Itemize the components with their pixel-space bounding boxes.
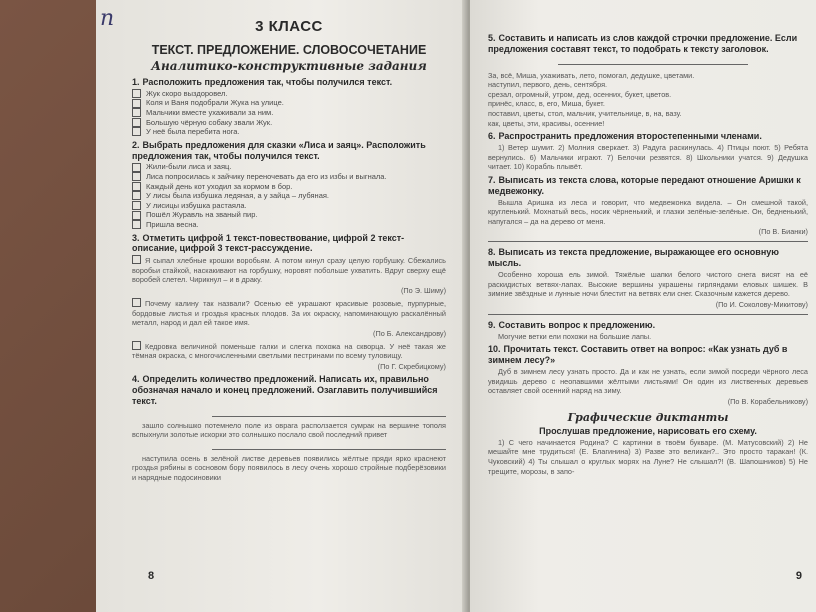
author: (По Г. Скребицкому) <box>377 362 446 372</box>
checkbox-item[interactable]: Пришла весна. <box>132 220 446 230</box>
class-title: 3 КЛАСС <box>255 18 323 35</box>
task-7: 7. Выписать из текста слова, которые передают отношение Аришки к медвежонку. <box>488 175 801 196</box>
dictation-title: Графические диктанты <box>567 410 729 424</box>
checkbox-item[interactable]: Мальчики вместе ухаживали за ним. <box>132 108 446 118</box>
checkbox-item[interactable]: Жук скоро выздоровел. <box>132 89 446 99</box>
word-line: За, всё, Миша, ухаживать, лето, помогал, дедушке, цветами. <box>488 70 695 80</box>
right-page <box>470 0 816 612</box>
word-line: как, цветы, эти, красивы, осенние! <box>488 118 605 128</box>
answer-line[interactable] <box>212 448 446 450</box>
answer-line[interactable] <box>212 415 446 417</box>
task-9-text: Могучие ветки ели похожи на большие лапы. <box>498 331 652 341</box>
page-number: 9 <box>795 570 802 582</box>
task-4-text-a: зашло солнышко потемнело поле из оврага расползается сумрак на вершине тополя вспыхнули золотые искорки это солнышко послало свой последний привет <box>132 420 446 440</box>
task-7-text: Вышла Аришка из леса и говорит, что медвежонка видела. – Он смешной такой, кругленький. Мохнатый весь, носик чёрненький, и глазки зелёные-зелёные. Он, бедненький, напугался – да на дерево от меня. <box>488 197 808 226</box>
task-2-items <box>132 162 446 229</box>
dictation-text: 1) С чего начинается Родина? С картинки в твоём букваре. (М. Матусовский) 2) Не мешайте мне трудиться! (Е. Благинина) 3) Разве это великан?.. Это просто таракан! (К. Чуковский) 4) Ты слышал о круглых морях на Луне? Не слышал?! (В. Шапошников) 5) Не трещите, морозы, в запо- <box>488 437 808 476</box>
author: (По Э. Шиму) <box>401 285 446 295</box>
page-number: 8 <box>148 570 155 582</box>
task-2: 2. Выбрать предложения для сказки «Лиса и заяц». Расположить предложения так, чтобы получился текст. <box>132 139 426 161</box>
task-8: 8. Выписать из текста предложение, выражающее его основную мысль. <box>488 247 779 269</box>
task-4-text-b: наступила осень в зелёной листве деревьев появились жёлтые пряди ярко краснеют гроздья рябины в сосновом бору появилось в лесу очень хорошо стройные подберёзовики и нарядные подосиновики <box>132 453 446 482</box>
checkbox-icon[interactable] <box>132 201 141 210</box>
word-line: срезал, огромный, утром, дед, осенних, букет, цветов. <box>488 89 672 99</box>
section-title: ТЕКСТ. ПРЕДЛОЖЕНИЕ. СЛОВОСОЧЕТАНИЕ <box>151 43 427 57</box>
answer-line[interactable] <box>488 241 808 242</box>
handwritten-mark: п <box>100 6 115 31</box>
checkbox-item[interactable]: У неё была перебита нога. <box>132 127 446 137</box>
checkbox-icon[interactable] <box>132 127 141 136</box>
title-line[interactable] <box>558 63 748 65</box>
task-9: 9. Составить вопрос к предложению. <box>488 319 656 330</box>
word-line: принёс, класс, в, его, Миша, букет. <box>488 99 605 109</box>
checkbox-item[interactable]: У лисицы избушка растаяла. <box>132 201 446 211</box>
checkbox-icon[interactable] <box>132 182 141 191</box>
task-4: 4. Определить количество предложений. Написать их, правильно обозначая начало и конец предложений. Озаглавить получившийся текст. <box>132 374 438 406</box>
left-page <box>96 0 468 612</box>
text-description: Кедровка величиной поменьше галки и слегка похожа на скворца. У неё такая же тёмная окраска, с многочисленными светлыми пестринами по всему туловищу. <box>132 341 446 361</box>
task-5: 5. Составить и написать из слов каждой строчки предложение. Если предложения составят текст, то подобрать к тексту заголовок. <box>488 33 798 54</box>
text-narrative: Я сыпал хлебные крошки воробьям. А потом кинул сразу целую горбушку. Сбежались воробьи стайкой, наскакивают на горбушку, норовят побольше ухватить. Вдруг сверху ещё воробей слетел. Чирикнул – и в драку. <box>132 256 446 285</box>
answer-line[interactable] <box>488 314 808 315</box>
text-reasoning: Почему калину так назвали? Осенью её украшают красивые розовые, пурпурные, бордовые листья и гроздья красных плодов. За их окраску, напоминающую раскалённый металл, народ и дал ей такое имя. <box>132 298 446 328</box>
dictation-task: Прослушав предложение, нарисовать его схему. <box>539 425 757 436</box>
word-line: поставил, цветы, стол, мальчик, учительнице, в, на, вазу. <box>488 109 682 119</box>
author: (По В. Бианки) <box>758 227 808 237</box>
checkbox-icon[interactable] <box>132 118 141 127</box>
word-line: наступил, первого, день, сентября. <box>488 80 608 90</box>
section-subtitle: Аналитико-конструктивные задания <box>151 59 427 73</box>
author: (По В. Корабельникову) <box>727 396 808 406</box>
checkbox-item[interactable]: Большую чёрную собаку звали Жук. <box>132 118 446 128</box>
checkbox-icon[interactable] <box>132 163 141 172</box>
checkbox-icon[interactable] <box>132 108 141 117</box>
checkbox-icon[interactable] <box>132 191 141 200</box>
task-1-items <box>132 89 446 137</box>
checkbox-icon[interactable] <box>132 211 141 220</box>
task-5-lines <box>488 71 808 129</box>
task-1: 1. Расположить предложения так, чтобы получился текст. <box>132 77 393 87</box>
checkbox-item[interactable]: Жили-были лиса и заяц. <box>132 162 446 172</box>
task-10-text: Дуб в зимнем лесу узнать просто. Да и как не узнать, если зимой посреди чёрного леса увидишь дерево с неопавшими жёлтыми листьями! Он один из лиственных деревьев оставляет свой осенний наряд на зиму. <box>488 366 808 396</box>
checkbox-item[interactable]: Каждый день кот уходил за кормом в бор. <box>132 182 446 192</box>
task-6-text: 1) Ветер шумит. 2) Молния сверкает. 3) Радуга раскинулась. 4) Птицы поют. 5) Ребята вернулись. 6) Мальчики играют. 7) Белочки резвятся. 8) Школьники учатся. 9) Дедушка читает. 10) Корабль плывёт. <box>488 143 808 172</box>
checkbox-item[interactable]: Коля и Ваня подобрали Жука на улице. <box>132 98 446 108</box>
checkbox-item[interactable]: Пошёл Журавль на званый пир. <box>132 210 446 220</box>
checkbox-item[interactable]: У лисы была избушка ледяная, а у зайца – лубяная. <box>132 191 446 201</box>
checkbox-item[interactable]: Лиса попросилась к зайчику переночевать да его из избы и выгнала. <box>132 172 446 182</box>
task-8-text: Особенно хороша ель зимой. Тяжёлые шапки белого чистого снега висят на её раскидистых ветвях-лапах. Высокие вершины украшены гирляндами еловых шишек. В зимние звёздные и лунные ночи блестит на ветвях ели снег. Сказочным кажется дерево. <box>488 270 808 299</box>
task-6: 6. Распространить предложения второстепенными членами. <box>488 131 762 142</box>
checkbox-icon[interactable] <box>132 89 141 98</box>
checkbox-icon[interactable] <box>132 99 141 108</box>
checkbox-icon[interactable] <box>132 172 141 181</box>
author: (По Б. Александрову) <box>373 328 446 338</box>
task-3: 3. Отметить цифрой 1 текст-повествование, цифрой 2 текст-описание, цифрой 3 текст-рассуждение. <box>132 232 405 254</box>
author: (По И. Соколову-Микитову) <box>715 299 808 309</box>
checkbox-icon[interactable] <box>132 220 141 229</box>
task-10: 10. Прочитать текст. Составить ответ на вопрос: «Как узнать дуб в зимнем лесу?» <box>488 344 788 366</box>
